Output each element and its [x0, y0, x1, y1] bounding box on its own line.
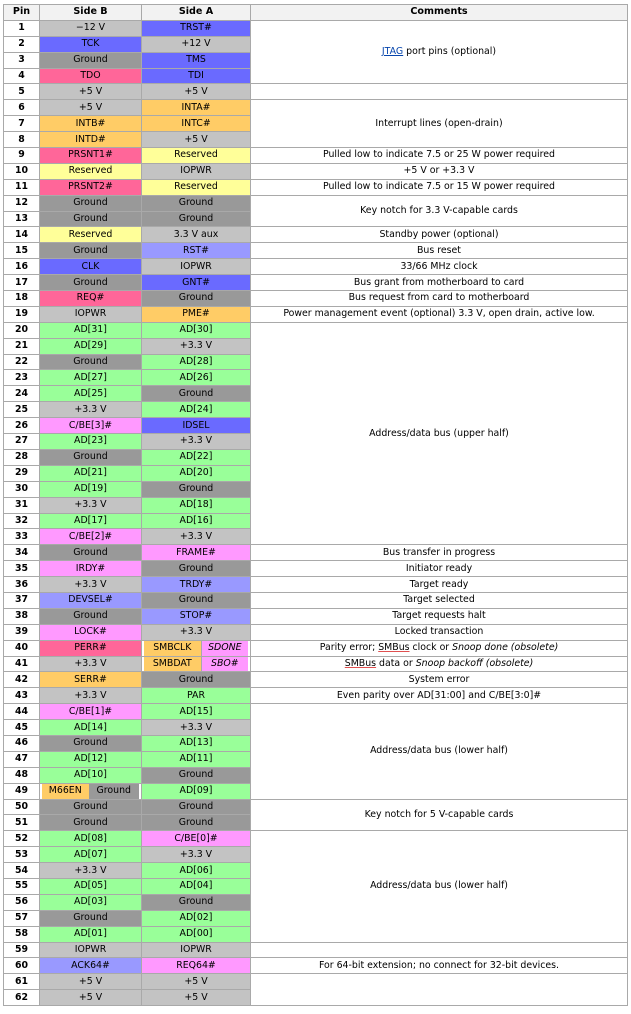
side-a-signal: IOPWR — [142, 259, 251, 275]
side-a-signal: PME# — [142, 306, 251, 322]
side-b-signal: PRSNT1# — [40, 148, 142, 164]
pin-number: 50 — [4, 799, 40, 815]
pin-number: 34 — [4, 545, 40, 561]
side-a-signal: AD[28] — [142, 354, 251, 370]
table-row — [4, 831, 628, 847]
pin-number: 35 — [4, 561, 40, 577]
comment-text: Bus grant from motherboard to card — [353, 276, 525, 288]
pin-number: 53 — [4, 847, 40, 863]
side-b-signal: IOPWR — [40, 306, 142, 322]
comment-cell — [251, 227, 628, 243]
table-row — [4, 688, 628, 704]
pin-number: 29 — [4, 465, 40, 481]
pin-number: 42 — [4, 672, 40, 688]
jtag-link[interactable]: JTAG — [381, 46, 404, 58]
side-a-signal: +5 V — [142, 990, 251, 1006]
table-row — [4, 322, 628, 338]
side-a-signal: Ground — [142, 799, 251, 815]
pin-number: 39 — [4, 624, 40, 640]
comment-cell — [251, 831, 628, 942]
pin-number: 28 — [4, 449, 40, 465]
side-b-signal: AD[12] — [40, 751, 142, 767]
pin-number: 37 — [4, 592, 40, 608]
table-row — [4, 672, 628, 688]
pin-number: 15 — [4, 243, 40, 259]
side-b-signal: DEVSEL# — [40, 592, 142, 608]
side-b-signal: Ground — [40, 243, 142, 259]
side-b-cell — [40, 783, 142, 799]
pin-number: 10 — [4, 163, 40, 179]
side-a-signal: Ground — [142, 894, 251, 910]
side-b-signal: AD[10] — [40, 767, 142, 783]
table-row — [4, 624, 628, 640]
side-b-signal: Ground — [40, 195, 142, 211]
table-row — [4, 561, 628, 577]
pin-number: 46 — [4, 736, 40, 752]
pin-number: 38 — [4, 608, 40, 624]
comment-cell — [251, 624, 628, 640]
side-b-signal: C/BE[1]# — [40, 704, 142, 720]
comment-cell — [251, 974, 628, 1006]
pin-number: 8 — [4, 132, 40, 148]
comment-cell — [251, 656, 628, 672]
comment-cell — [251, 195, 628, 227]
comment-cell — [251, 688, 628, 704]
side-a-signal: TMS — [142, 52, 251, 68]
comment-text: port pins (optional) — [403, 46, 497, 58]
comment-text: Pulled low to indicate 7.5 or 25 W power required — [323, 149, 555, 161]
side-a-cell — [142, 640, 251, 656]
side-a-signal: AD[18] — [142, 497, 251, 513]
comment-cell — [251, 306, 628, 322]
pin-number: 17 — [4, 275, 40, 291]
side-a-signal: AD[11] — [142, 751, 251, 767]
pin-number: 44 — [4, 704, 40, 720]
side-b-signal: Ground — [40, 211, 142, 227]
pin-number: 7 — [4, 116, 40, 132]
pin-number: 31 — [4, 497, 40, 513]
pin-number: 47 — [4, 751, 40, 767]
side-b-signal: +5 V — [40, 84, 142, 100]
side-a-signal: PAR — [142, 688, 251, 704]
pin-number: 6 — [4, 100, 40, 116]
side-a-signal: Ground — [142, 386, 251, 402]
side-b-signal: AD[29] — [40, 338, 142, 354]
table-row — [4, 656, 628, 672]
pin-number: 21 — [4, 338, 40, 354]
comment-text: Even parity over AD[31:00] and C/BE[3:0]# — [336, 689, 542, 701]
comment-text: Initiator ready — [405, 562, 473, 574]
side-a-signal: Reserved — [142, 148, 251, 164]
side-a-signal: AD[22] — [142, 449, 251, 465]
header-row — [4, 5, 628, 21]
side-a-signal: +3.3 V — [142, 338, 251, 354]
side-b-signal: AD[23] — [40, 434, 142, 450]
comment-cell — [251, 322, 628, 544]
comment-cell — [251, 608, 628, 624]
pin-number: 11 — [4, 179, 40, 195]
side-a-signal: IOPWR — [142, 163, 251, 179]
side-a-signal: AD[20] — [142, 465, 251, 481]
side-a-signal: SMBDAT — [144, 657, 201, 672]
side-a-signal: AD[13] — [142, 736, 251, 752]
side-b-signal: +3.3 V — [40, 688, 142, 704]
comment-text: Address/data bus (lower half) — [370, 745, 508, 757]
side-a-signal: 3.3 V aux — [142, 227, 251, 243]
side-a-signal: AD[02] — [142, 910, 251, 926]
comment-cell — [251, 179, 628, 195]
side-a-signal: AD[09] — [142, 783, 251, 799]
table-row — [4, 148, 628, 164]
side-b-signal: Ground — [40, 815, 142, 831]
table-row — [4, 704, 628, 720]
side-a-signal: +3.3 V — [142, 529, 251, 545]
pin-number: 27 — [4, 434, 40, 450]
header-pin: Pin — [4, 5, 40, 21]
side-b-signal: +3.3 V — [40, 577, 142, 593]
side-b-signal: Ground — [40, 354, 142, 370]
side-a-signal: +3.3 V — [142, 720, 251, 736]
side-b-signal: +3.3 V — [40, 402, 142, 418]
side-a-signal: Ground — [142, 592, 251, 608]
comment-cell — [251, 148, 628, 164]
side-a-signal: AD[04] — [142, 879, 251, 895]
pin-number: 4 — [4, 68, 40, 84]
comment-term: SMBus — [378, 642, 410, 654]
comment-cell — [251, 577, 628, 593]
side-b-signal: IOPWR — [40, 942, 142, 958]
side-b-signal: Ground — [40, 799, 142, 815]
side-a-signal: SMBCLK — [144, 641, 201, 656]
pin-number: 62 — [4, 990, 40, 1006]
table-row — [4, 259, 628, 275]
side-a-signal: Ground — [142, 481, 251, 497]
side-a-signal: +5 V — [142, 974, 251, 990]
side-b-signal: +5 V — [40, 990, 142, 1006]
comment-cell — [251, 275, 628, 291]
pin-number: 55 — [4, 879, 40, 895]
pin-number: 22 — [4, 354, 40, 370]
side-b-signal-alt: Ground — [89, 784, 139, 799]
side-b-signal: AD[01] — [40, 926, 142, 942]
side-b-signal: +3.3 V — [40, 656, 142, 672]
side-a-signal: REQ64# — [142, 958, 251, 974]
side-a-signal: Ground — [142, 672, 251, 688]
side-a-signal: Ground — [142, 195, 251, 211]
side-a-signal: +5 V — [142, 84, 251, 100]
table-row — [4, 640, 628, 656]
pin-number: 30 — [4, 481, 40, 497]
side-b-signal: AD[05] — [40, 879, 142, 895]
comment-text: Power management event (optional) 3.3 V, open drain, active low. — [283, 308, 595, 320]
side-b-signal: AD[07] — [40, 847, 142, 863]
comment-text: Standby power (optional) — [379, 228, 499, 240]
side-b-signal: ACK64# — [40, 958, 142, 974]
side-a-signal: Ground — [142, 815, 251, 831]
side-a-signal: +3.3 V — [142, 624, 251, 640]
pin-number: 54 — [4, 863, 40, 879]
comment-italic-text: Snoop backoff (obsolete) — [415, 657, 534, 669]
comment-cell — [251, 20, 628, 84]
side-a-signal: +3.3 V — [142, 434, 251, 450]
table-row — [4, 179, 628, 195]
side-a-signal: TDI — [142, 68, 251, 84]
side-b-signal: −12 V — [40, 20, 142, 36]
pin-number: 5 — [4, 84, 40, 100]
pin-number: 18 — [4, 291, 40, 307]
pin-number: 45 — [4, 720, 40, 736]
side-b-signal: Ground — [40, 736, 142, 752]
side-b-signal: Ground — [40, 545, 142, 561]
pin-number: 2 — [4, 36, 40, 52]
pin-number: 23 — [4, 370, 40, 386]
comment-text: Bus request from card to motherboard — [348, 292, 530, 304]
side-b-signal: M66EN — [42, 784, 89, 799]
side-a-signal: INTA# — [142, 100, 251, 116]
pin-number: 3 — [4, 52, 40, 68]
comment-text: data or — [376, 657, 416, 669]
side-a-signal: TRST# — [142, 20, 251, 36]
comment-cell — [251, 100, 628, 148]
side-b-signal: AD[17] — [40, 513, 142, 529]
comment-text: System error — [408, 673, 470, 685]
side-b-signal: INTD# — [40, 132, 142, 148]
side-b-signal: +3.3 V — [40, 497, 142, 513]
table-row — [4, 291, 628, 307]
table-row — [4, 306, 628, 322]
side-b-signal: C/BE[2]# — [40, 529, 142, 545]
comment-cell — [251, 243, 628, 259]
table-row — [4, 799, 628, 815]
pin-number: 14 — [4, 227, 40, 243]
pin-table — [3, 4, 628, 1006]
comment-text: Key notch for 3.3 V-capable cards — [360, 205, 518, 217]
table-row — [4, 958, 628, 974]
side-b-signal: AD[14] — [40, 720, 142, 736]
pin-number: 9 — [4, 148, 40, 164]
side-a-signal-alt: SBO# — [201, 657, 248, 672]
side-a-signal: AD[06] — [142, 863, 251, 879]
comment-italic-text: Snoop done (obsolete) — [452, 642, 559, 654]
side-b-signal: LOCK# — [40, 624, 142, 640]
pin-number: 25 — [4, 402, 40, 418]
side-b-signal: IRDY# — [40, 561, 142, 577]
side-a-signal: AD[15] — [142, 704, 251, 720]
side-a-signal: RST# — [142, 243, 251, 259]
comment-text: Key notch for 5 V-capable cards — [364, 808, 514, 820]
comment-text: Bus transfer in progress — [382, 546, 496, 558]
comment-text: Pulled low to indicate 7.5 or 15 W power required — [323, 181, 555, 193]
comment-cell — [251, 942, 628, 958]
comment-text: Parity error; — [319, 642, 379, 654]
side-b-signal: REQ# — [40, 291, 142, 307]
side-a-signal: C/BE[0]# — [142, 831, 251, 847]
table-row — [4, 592, 628, 608]
side-a-signal: AD[00] — [142, 926, 251, 942]
comment-cell — [251, 592, 628, 608]
pin-number: 12 — [4, 195, 40, 211]
side-a-cell — [142, 656, 251, 672]
comment-cell — [251, 163, 628, 179]
comment-text: 33/66 MHz clock — [400, 260, 478, 272]
side-b-signal: +3.3 V — [40, 863, 142, 879]
side-b-signal: +5 V — [40, 974, 142, 990]
pin-number: 19 — [4, 306, 40, 322]
pin-number: 60 — [4, 958, 40, 974]
side-a-signal: Ground — [142, 561, 251, 577]
side-b-signal: CLK — [40, 259, 142, 275]
comment-text: Address/data bus (upper half) — [369, 427, 509, 439]
side-a-signal: +5 V — [142, 132, 251, 148]
comment-cell — [251, 561, 628, 577]
pin-table-body — [4, 20, 628, 1005]
comment-text: Target ready — [409, 578, 469, 590]
side-a-signal: AD[30] — [142, 322, 251, 338]
pin-number: 57 — [4, 910, 40, 926]
comment-text: Address/data bus (lower half) — [370, 880, 508, 892]
side-b-signal: Ground — [40, 608, 142, 624]
pin-number: 40 — [4, 640, 40, 656]
comment-cell — [251, 291, 628, 307]
table-row — [4, 577, 628, 593]
side-a-signal: AD[26] — [142, 370, 251, 386]
side-b-signal: +5 V — [40, 100, 142, 116]
side-b-signal: TCK — [40, 36, 142, 52]
side-a-signal: INTC# — [142, 116, 251, 132]
comment-cell — [251, 704, 628, 799]
comment-text: Bus reset — [417, 244, 461, 256]
side-a-signal: Ground — [142, 767, 251, 783]
pin-number: 36 — [4, 577, 40, 593]
side-b-signal: AD[08] — [40, 831, 142, 847]
pin-number: 24 — [4, 386, 40, 402]
side-a-signal: TRDY# — [142, 577, 251, 593]
pin-number: 51 — [4, 815, 40, 831]
comment-cell — [251, 958, 628, 974]
side-b-signal: AD[03] — [40, 894, 142, 910]
side-b-signal: Ground — [40, 275, 142, 291]
side-b-signal: C/BE[3]# — [40, 418, 142, 434]
pin-number: 16 — [4, 259, 40, 275]
pin-number: 20 — [4, 322, 40, 338]
table-row — [4, 974, 628, 990]
side-b-signal: SERR# — [40, 672, 142, 688]
comment-text: clock or — [409, 642, 453, 654]
header-side-b: Side B — [40, 5, 142, 21]
side-a-signal: GNT# — [142, 275, 251, 291]
comment-text: Interrupt lines (open-drain) — [375, 117, 503, 129]
pin-number: 58 — [4, 926, 40, 942]
table-row — [4, 942, 628, 958]
side-b-signal: AD[31] — [40, 322, 142, 338]
comment-cell — [251, 545, 628, 561]
pin-number: 1 — [4, 20, 40, 36]
pin-number: 26 — [4, 418, 40, 434]
side-a-signal: +12 V — [142, 36, 251, 52]
table-row — [4, 163, 628, 179]
side-a-signal: IOPWR — [142, 942, 251, 958]
comment-cell — [251, 799, 628, 831]
pin-number: 32 — [4, 513, 40, 529]
side-b-signal: AD[25] — [40, 386, 142, 402]
table-row — [4, 84, 628, 100]
table-row — [4, 195, 628, 211]
table-row — [4, 227, 628, 243]
side-a-signal: +3.3 V — [142, 847, 251, 863]
side-b-signal: Ground — [40, 910, 142, 926]
pin-number: 43 — [4, 688, 40, 704]
side-b-signal: Reserved — [40, 163, 142, 179]
pin-number: 41 — [4, 656, 40, 672]
pin-number: 59 — [4, 942, 40, 958]
side-b-signal: AD[27] — [40, 370, 142, 386]
side-a-signal: Reserved — [142, 179, 251, 195]
side-a-signal: FRAME# — [142, 545, 251, 561]
table-row — [4, 608, 628, 624]
header-comments: Comments — [251, 5, 628, 21]
side-a-signal: STOP# — [142, 608, 251, 624]
comment-cell — [251, 84, 628, 100]
comment-cell — [251, 259, 628, 275]
side-a-signal: Ground — [142, 291, 251, 307]
table-row — [4, 275, 628, 291]
comment-term: SMBus — [344, 657, 377, 669]
table-row — [4, 20, 628, 36]
table-row — [4, 100, 628, 116]
side-a-signal: AD[24] — [142, 402, 251, 418]
header-side-a: Side A — [142, 5, 251, 21]
pin-number: 56 — [4, 894, 40, 910]
side-b-signal: INTB# — [40, 116, 142, 132]
comment-cell — [251, 672, 628, 688]
side-a-signal: Ground — [142, 211, 251, 227]
side-a-signal: IDSEL — [142, 418, 251, 434]
side-b-signal: TDO — [40, 68, 142, 84]
side-a-signal: AD[16] — [142, 513, 251, 529]
pin-number: 48 — [4, 767, 40, 783]
comment-text: Locked transaction — [394, 626, 484, 638]
side-b-signal: Ground — [40, 52, 142, 68]
pin-number: 13 — [4, 211, 40, 227]
side-b-signal: Ground — [40, 449, 142, 465]
pin-number: 61 — [4, 974, 40, 990]
side-b-signal: PRSNT2# — [40, 179, 142, 195]
comment-cell — [251, 640, 628, 656]
side-b-signal: PERR# — [40, 640, 142, 656]
side-b-signal: Reserved — [40, 227, 142, 243]
pin-number: 52 — [4, 831, 40, 847]
comment-text: For 64-bit extension; no connect for 32-bit devices. — [318, 959, 560, 971]
side-b-signal: AD[19] — [40, 481, 142, 497]
side-a-signal-alt: SDONE — [201, 641, 248, 656]
comment-text: Target selected — [403, 594, 475, 606]
table-row — [4, 243, 628, 259]
table-row — [4, 545, 628, 561]
side-b-signal: AD[21] — [40, 465, 142, 481]
pin-number: 49 — [4, 783, 40, 799]
pin-number: 33 — [4, 529, 40, 545]
comment-text: Target requests halt — [392, 610, 486, 622]
comment-text: +5 V or +3.3 V — [403, 165, 475, 177]
